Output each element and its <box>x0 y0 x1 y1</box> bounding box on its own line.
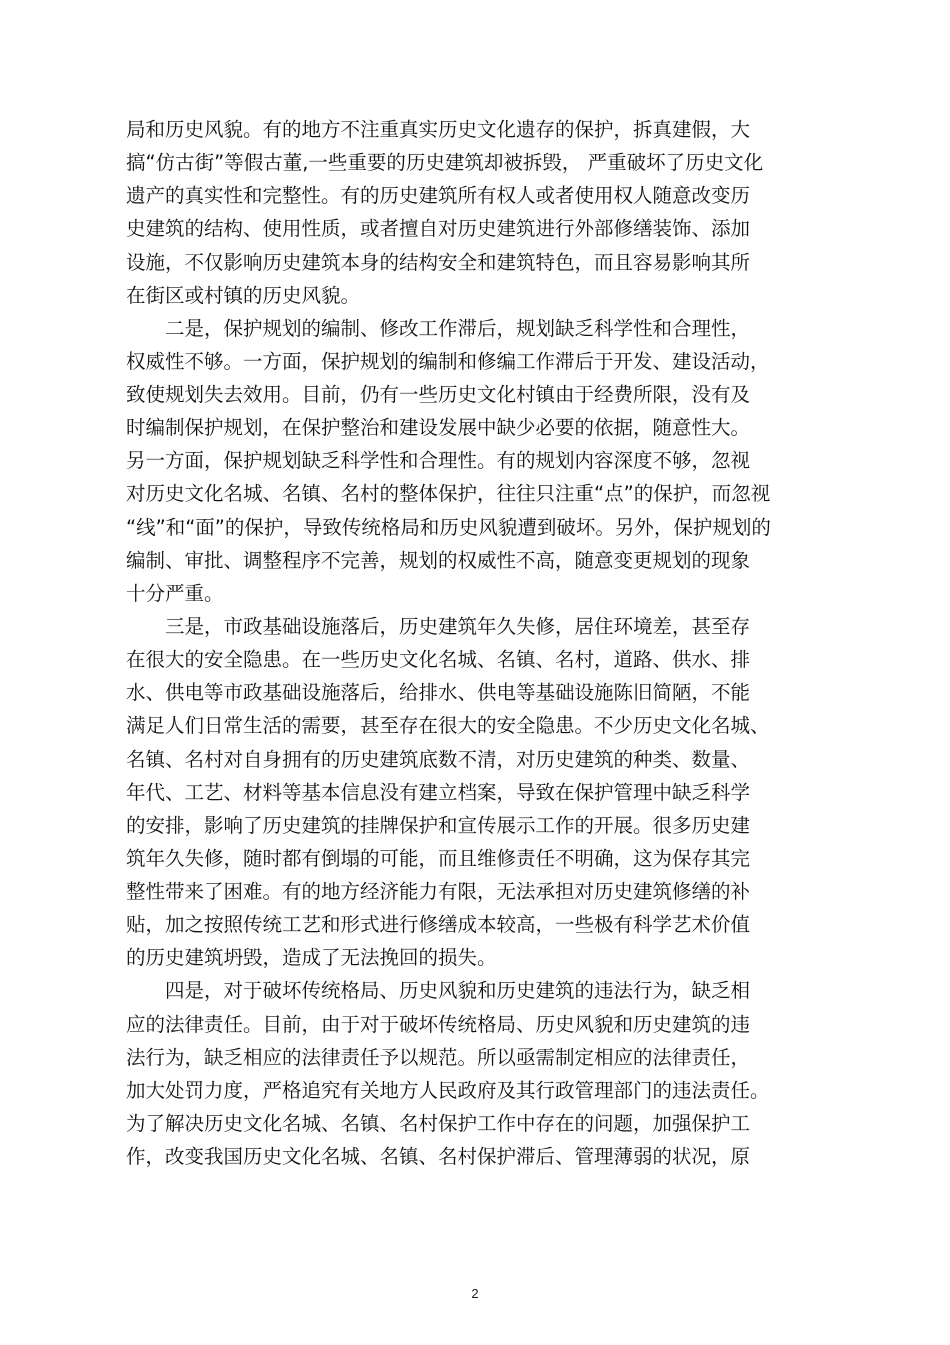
text-line: 时编制保护规划，在保护整治和建设发展中缺少必要的依据，随意性大。 <box>126 416 751 440</box>
text-line: 应的法律责任。目前，由于对于破坏传统格局、历史风貌和历史建筑的违 <box>126 1012 751 1036</box>
text-line: 作，改变我国历史文化名城、名镇、名村保护滞后、管理薄弱的状况，原 <box>126 1145 751 1168</box>
text-line: “线”和“面”的保护，导致传统格局和历史风貌遭到破坏。另外，保护规划的 <box>126 515 771 539</box>
text-line: 名镇、名村对自身拥有的历史建筑底数不清，对历史建筑的种类、数量、 <box>126 747 751 771</box>
text-line: 搞“仿古街”等假古董,一些重要的历史建筑却被拆毁， 严重破坏了历史文化 <box>126 151 764 175</box>
text-line: 在街区或村镇的历史风貌。 <box>126 283 361 307</box>
text-line: 十分严重。 <box>126 581 224 605</box>
text-line: 法行为，缺乏相应的法律责任予以规范。所以亟需制定相应的法律责任， <box>126 1045 751 1069</box>
text-line: 另一方面，保护规划缺乏科学性和合理性。有的规划内容深度不够，忽视 <box>126 449 751 473</box>
text-line: 在很大的安全隐患。在一些历史文化名城、名镇、名村，道路、供水、排 <box>126 648 751 672</box>
text-line: 加大处罚力度，严格追究有关地方人民政府及其行政管理部门的违法责任。 <box>126 1078 770 1102</box>
text-line: 四是，对于破坏传统格局、历史风貌和历史建筑的违法行为，缺乏相 <box>126 979 751 1003</box>
text-line: 局和历史风貌。有的地方不注重真实历史文化遗存的保护，拆真建假，大 <box>126 118 751 141</box>
text-line: 三是，市政基础设施落后，历史建筑年久失修，居住环境差，甚至存 <box>126 615 751 638</box>
text-line: 致使规划失去效用。目前，仍有一些历史文化村镇由于经费所限，没有及 <box>126 383 751 406</box>
text-line: 权威性不够。一方面，保护规划的编制和修编工作滞后于开发、建设活动， <box>126 349 770 373</box>
text-line: 的历史建筑坍毁，造成了无法挽回的损失。 <box>126 946 497 970</box>
text-line: 史建筑的结构、使用性质，或者擅自对历史建筑进行外部修缮装饰、添加 <box>126 217 751 241</box>
page-number: 2 <box>471 1286 479 1301</box>
text-line: 满足人们日常生活的需要，甚至存在很大的安全隐患。不少历史文化名城、 <box>126 714 770 738</box>
text-line: 二是，保护规划的编制、修改工作滞后，规划缺乏科学性和合理性， <box>126 316 751 340</box>
text-line: 筑年久失修，随时都有倒塌的可能，而且维修责任不明确，这为保存其完 <box>126 846 751 870</box>
text-line: 为了解决历史文化名城、名镇、名村保护工作中存在的问题，加强保护工 <box>126 1111 751 1135</box>
text-line: 对历史文化名城、名镇、名村的整体保护，往往只注重“点”的保护，而忽视 <box>126 482 771 506</box>
text-line: 的安排，影响了历史建筑的挂牌保护和宣传展示工作的开展。很多历史建 <box>126 813 751 837</box>
text-line: 整性带来了困难。有的地方经济能力有限，无法承担对历史建筑修缮的补 <box>126 880 751 903</box>
text-line: 水、供电等市政基础设施落后，给排水、供电等基础设施陈旧简陋，不能 <box>126 681 751 705</box>
text-line: 年代、工艺、材料等基本信息没有建立档案，导致在保护管理中缺乏科学 <box>126 780 751 804</box>
text-line: 遗产的真实性和完整性。有的历史建筑所有权人或者使用权人随意改变历 <box>126 184 751 208</box>
text-line: 贴，加之按照传统工艺和形式进行修缮成本较高，一些极有科学艺术价值 <box>126 913 751 937</box>
text-line: 设施，不仅影响历史建筑本身的结构安全和建筑特色，而且容易影响其所 <box>126 250 751 274</box>
text-line: 编制、审批、调整程序不完善，规划的权威性不高，随意变更规划的现象 <box>126 548 751 572</box>
